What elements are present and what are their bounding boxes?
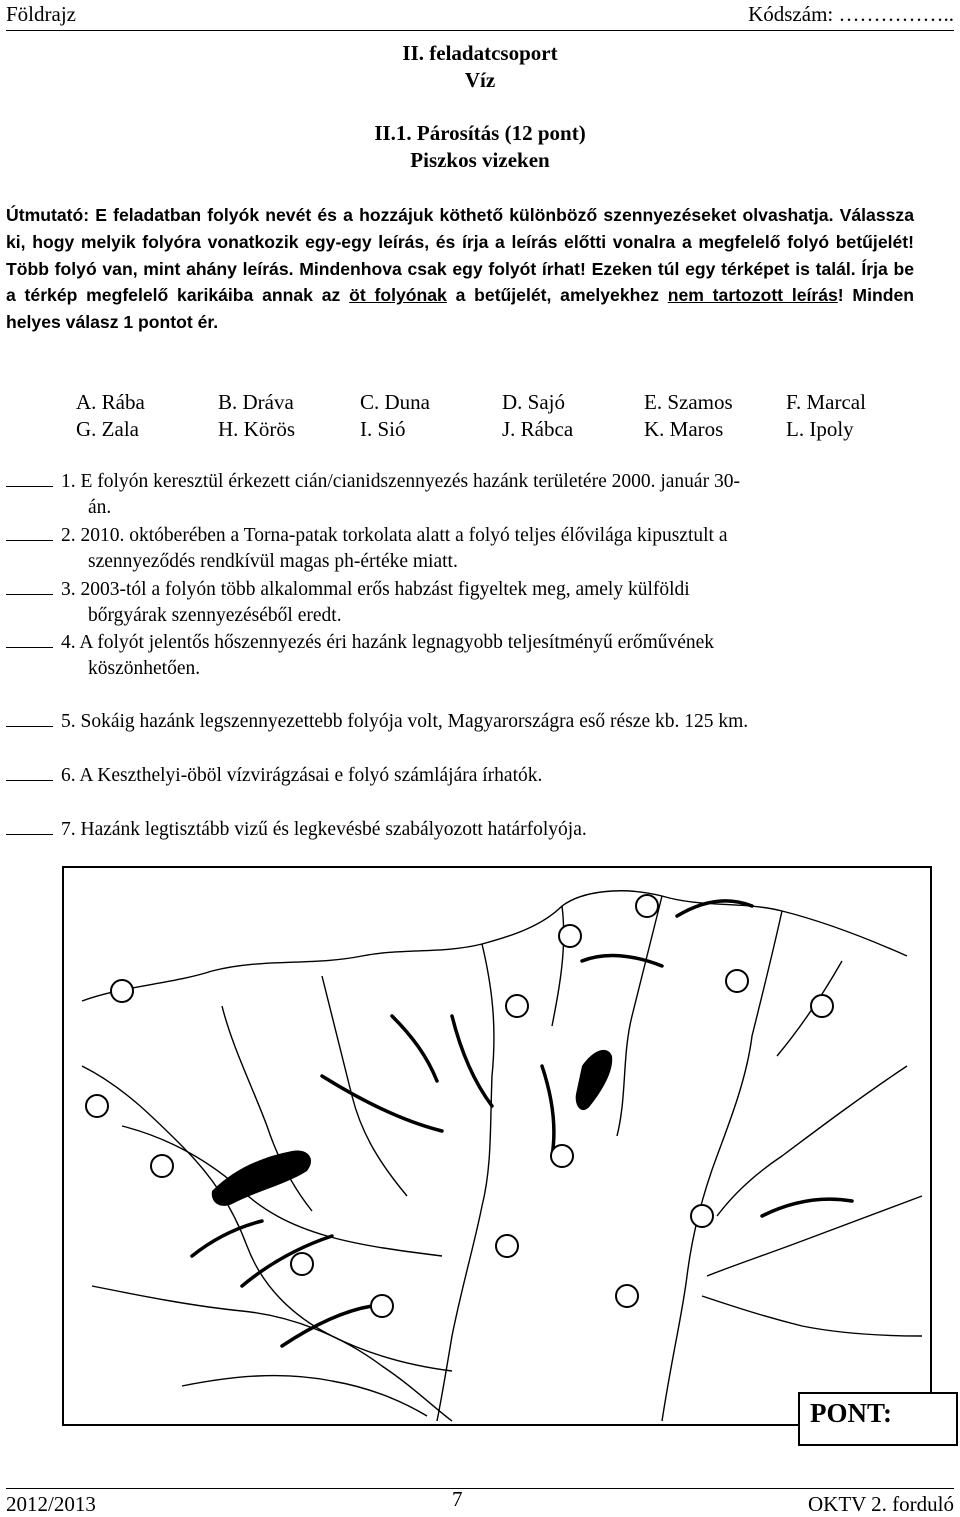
river-option: K. Maros bbox=[644, 417, 724, 441]
map-answer-circle[interactable] bbox=[291, 1253, 313, 1275]
map-answer-circle[interactable] bbox=[496, 1235, 518, 1257]
river-map bbox=[62, 866, 932, 1426]
instr-part1: Útmutató: E feladatban folyók nevét és a hozzájuk köthető különböző szennyezéseket olvashatja. Válassza ki, hogy melyik folyóra vonatkozik egy-egy leírás, és írja a leírás előtti vonalra a megfelelő folyó betűjelét! Több folyó van, mint ahány leírás. Mindenhova csak egy folyót írhat! Ezeken túl egy térképet is talál. Írja be a térkép megfelelő karikáiba annak az bbox=[6, 205, 914, 306]
river-option: I. Sió bbox=[360, 417, 406, 441]
map-answer-circle[interactable] bbox=[371, 1295, 393, 1317]
river-option: J. Rábca bbox=[502, 417, 574, 441]
map-answer-circle[interactable] bbox=[726, 970, 748, 992]
map-frame bbox=[63, 867, 931, 1425]
answer-blank-2[interactable] bbox=[6, 522, 53, 541]
question-text-cont: án. bbox=[88, 497, 112, 518]
river-option: H. Körös bbox=[218, 417, 295, 441]
river-option: A. Rába bbox=[76, 390, 145, 414]
group-title: II. feladatcsoport bbox=[402, 41, 558, 65]
instructions bbox=[6, 202, 914, 336]
question-text: 2. 2010. októberében a Torna-patak torkolata alatt a folyó teljes élővilága kipusztult a bbox=[61, 525, 728, 546]
question-5 bbox=[6, 708, 916, 735]
question-text-cont: bőrgyárak szennyezéséből eredt. bbox=[88, 605, 342, 626]
footer-page-number: 7 bbox=[452, 1487, 463, 1511]
question-text: 4. A folyót jelentős hőszennyezés éri hazánk legnagyobb teljesítményű erőművének bbox=[61, 632, 715, 653]
footer-year: 2012/2013 bbox=[6, 1492, 96, 1516]
answer-blank-5[interactable] bbox=[6, 708, 53, 727]
page-footer bbox=[6, 1488, 954, 1516]
map-answer-circle[interactable] bbox=[636, 895, 658, 917]
river-option: B. Dráva bbox=[218, 390, 294, 414]
task-title: II.1. Párosítás (12 pont) bbox=[374, 121, 586, 145]
river-option: C. Duna bbox=[360, 390, 430, 414]
map-answer-circle[interactable] bbox=[616, 1285, 638, 1307]
map-answer-circle[interactable] bbox=[559, 925, 581, 947]
map-answer-circle[interactable] bbox=[111, 980, 133, 1002]
map-answer-circle[interactable] bbox=[551, 1145, 573, 1167]
question-2 bbox=[6, 522, 916, 575]
question-text: 3. 2003-tól a folyón több alkalommal erős habzást figyeltek meg, amely külföldi bbox=[61, 579, 690, 600]
question-text: 1. E folyón keresztül érkezett cián/cianidszennyezés hazánk területére 2000. január 30- bbox=[61, 471, 740, 492]
question-text-cont: köszönhetően. bbox=[88, 658, 201, 679]
question-3 bbox=[6, 576, 916, 629]
map-answer-circle[interactable] bbox=[151, 1155, 173, 1177]
answer-blank-4[interactable] bbox=[6, 629, 53, 648]
score-box[interactable] bbox=[798, 1392, 958, 1446]
river-option: F. Marcal bbox=[786, 390, 866, 414]
task-subtitle: Piszkos vizeken bbox=[410, 148, 550, 172]
footer-round: OKTV 2. forduló bbox=[807, 1492, 954, 1516]
river-option: L. Ipoly bbox=[786, 417, 854, 441]
answer-blank-3[interactable] bbox=[6, 576, 53, 595]
map-answer-circle[interactable] bbox=[86, 1095, 108, 1117]
question-text-cont: szennyeződés rendkívül magas ph-értéke miatt. bbox=[88, 551, 458, 572]
instr-part3: ! Minden helyes válasz 1 pontot ér. bbox=[6, 285, 914, 333]
question-text: 5. Sokáig hazánk legszennyezettebb folyója volt, Magyarországra eső része kb. 125 km. bbox=[61, 711, 749, 732]
question-4 bbox=[6, 629, 916, 682]
answer-blank-7[interactable] bbox=[6, 816, 53, 835]
answer-blank-6[interactable] bbox=[6, 762, 53, 781]
question-1 bbox=[6, 468, 916, 521]
river-row bbox=[76, 389, 928, 416]
subject-label: Földrajz bbox=[6, 2, 76, 26]
map-answer-circle[interactable] bbox=[691, 1205, 713, 1227]
instr-underline-2: nem tartozott leírás bbox=[667, 285, 838, 306]
instr-underline-1: öt folyónak bbox=[349, 285, 447, 306]
river-options bbox=[76, 389, 928, 443]
code-label: Kódszám: …………….. bbox=[748, 2, 954, 26]
river-option: E. Szamos bbox=[644, 390, 733, 414]
river-row bbox=[76, 416, 928, 443]
river-option: D. Sajó bbox=[502, 390, 565, 414]
map-answer-circle[interactable] bbox=[506, 995, 528, 1017]
answer-blank-1[interactable] bbox=[6, 468, 53, 487]
question-text: 6. A Keszthelyi-öböl vízvirágzásai e folyó számlájára írhatók. bbox=[61, 765, 543, 786]
question-7 bbox=[6, 816, 916, 843]
instr-part2: a betűjelét, amelyekhez bbox=[446, 285, 668, 306]
score-label: PONT: bbox=[810, 1398, 892, 1428]
topic-title: Víz bbox=[464, 68, 496, 92]
page-header bbox=[6, 0, 954, 31]
question-6 bbox=[6, 762, 916, 789]
map-answer-circle[interactable] bbox=[811, 995, 833, 1017]
map-svg bbox=[62, 866, 932, 1426]
river-option: G. Zala bbox=[76, 417, 139, 441]
question-text: 7. Hazánk legtisztább vizű és legkevésbé szabályozott határfolyója. bbox=[61, 819, 587, 840]
